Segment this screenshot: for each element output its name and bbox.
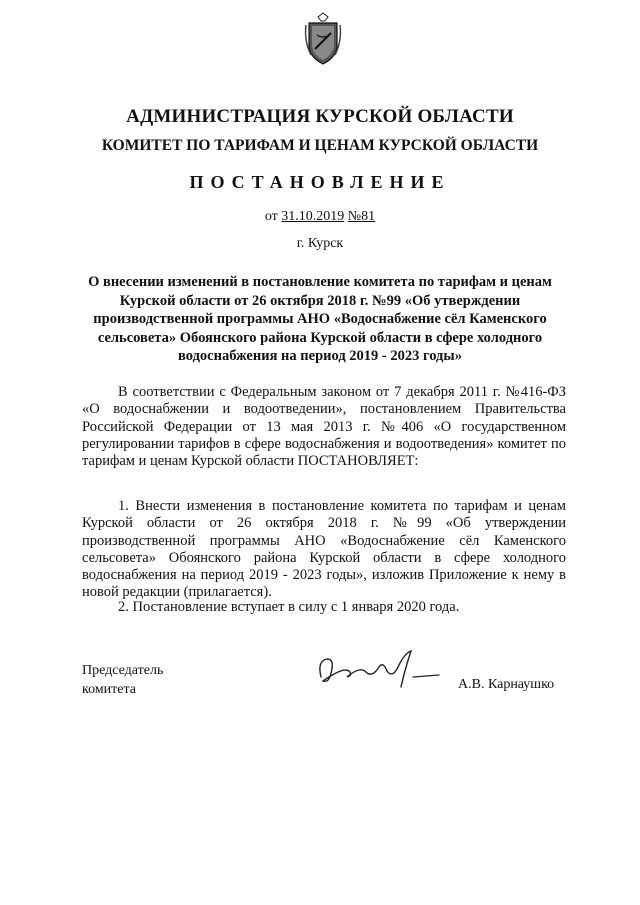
administration-heading: АДМИНИСТРАЦИЯ КУРСКОЙ ОБЛАСТИ (126, 106, 514, 127)
document-number: №81 (347, 209, 376, 224)
committee-heading: КОМИТЕТ ПО ТАРИФАМ И ЦЕНАМ КУРСКОЙ ОБЛАСТИ (101, 137, 539, 154)
coat-of-arms-emblem (303, 11, 343, 67)
document-date: 31.10.2019 (281, 209, 345, 224)
city-line: г. Курск (296, 236, 344, 251)
date-number-line (0, 209, 640, 225)
signer-position (82, 661, 163, 699)
document-type-heading: ПОСТАНОВЛЕНИЕ (189, 172, 451, 192)
signer-position-line-1: Председатель (82, 663, 164, 678)
signer-position-line-2: комитета (82, 682, 137, 697)
date-prefix: от (264, 209, 278, 224)
item-2-paragraph: 2. Постановление вступает в силу с 1 января 2020 года. (118, 599, 460, 615)
item-1-paragraph: 1. Внести изменения в постановление комитета по тарифам и ценам Курской области от 26 октября 2018 г. №99 «Об утверждении производственной программы АНО «Водоснабжение сёл Каменского сельсовета» Обоянского района Курской области в сфере холодного водоснабжения на период 2019 - 2023 годы», изложив Приложение к нему в новой редакции (прилагается). (82, 498, 566, 601)
signer-name: А.В. Карнаушко (458, 677, 555, 692)
preamble-paragraph: В соответствии с Федеральным законом от 7 декабря 2011 г. №416-ФЗ «О водоснабжении и водоотведении», постановлением Правительства Российской Федерации от 13 мая 2013 г. №406 «О государственном регулировании тарифов в сфере водоснабжения и водоотведения» комитет по тарифам и ценам Курской области ПОСТАНОВЛЯЕТ: (82, 384, 566, 470)
document-title: О внесении изменений в постановление комитета по тарифам и ценам Курской области от 26 октября 2018 г. №99 «Об утверждении производственной программы АНО «Водоснабжение сёл Каменского сельсовета» Обоянского района Курской области в сфере холодного водоснабжения на период 2019 - 2023 годы» (88, 274, 552, 364)
handwritten-signature (313, 647, 443, 691)
